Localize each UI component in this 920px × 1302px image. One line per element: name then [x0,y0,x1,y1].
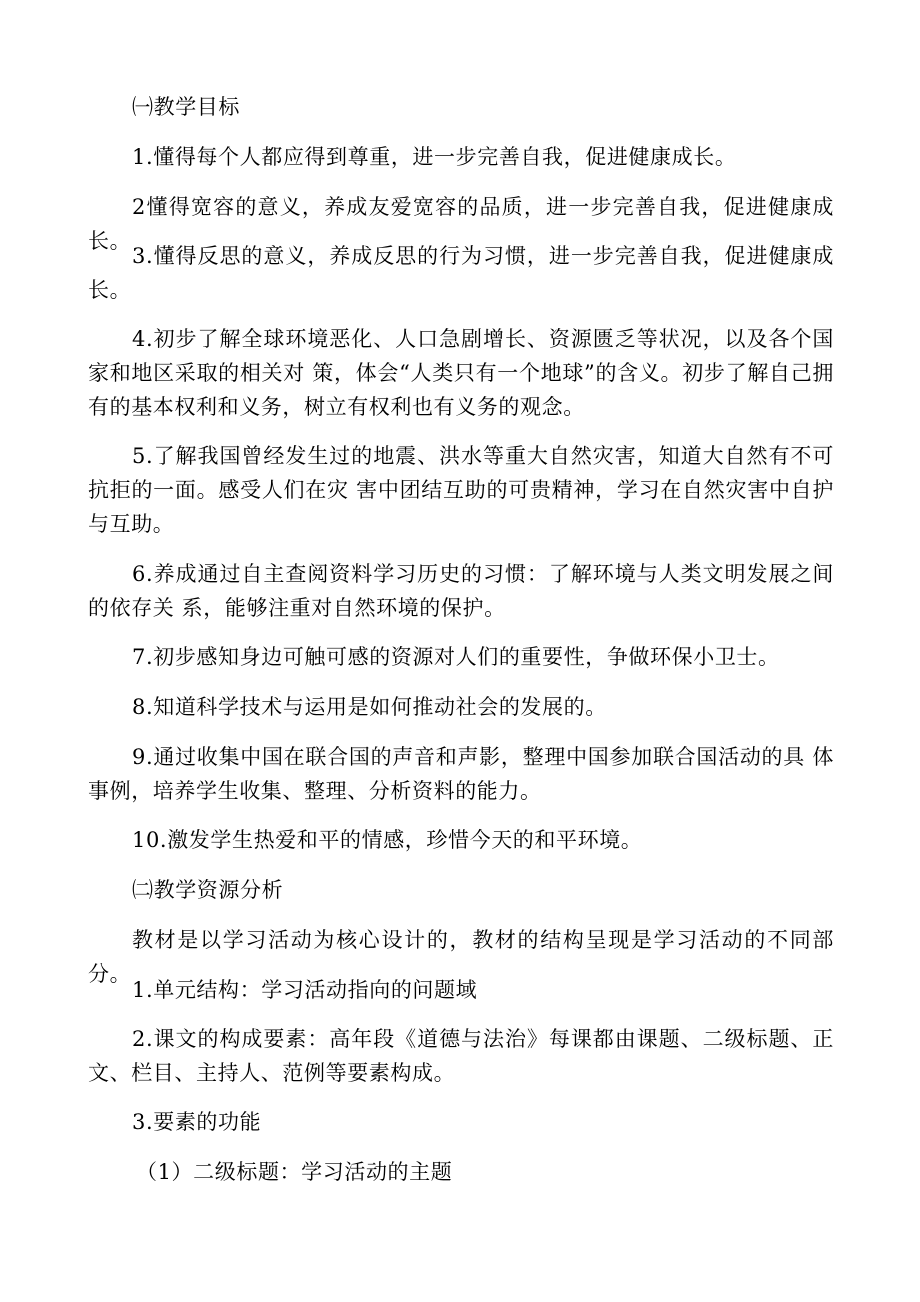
goal-item-5: 5.了解我国曾经发生过的地震、洪水等重大自然灾害，知道大自然有不可抗拒的一面。感受人们在灾 害中团结互助的可贵精神，学习在自然灾害中自护与互助。 [88,444,834,536]
resource-item-1: 1.单元结构：学习活动指向的问题域 [132,978,478,1002]
resource-intro: 教材是以学习活动为核心设计的，教材的结构呈现是学习活动的不同部分。 [88,928,834,986]
resource-subitem-1: （1）二级标题：学习活动的主题 [136,1160,453,1184]
goal-item-8: 8.知道科学技术与运用是如何推动社会的发展的。 [132,695,607,719]
goal-item-3: 3.懂得反思的意义，养成反思的行为习惯，进一步完善自我，促进健康成长。 [88,244,834,302]
heading-resource-analysis: ㈡教学资源分析 [132,878,284,902]
goal-item-4: 4.初步了解全球环境恶化、人口急剧增长、资源匮乏等状况，以及各个国家和地区采取的相关对 策，体会“人类只有一个地球”的含义。初步了解自己拥有的基本权利和义务，树立有权利也有义务的观念。 [88,327,834,419]
goal-item-6: 6.养成通过自主查阅资料学习历史的习惯：了解环境与人类文明发展之间的依存关 系，能够注重对自然环境的保护。 [88,562,834,620]
heading-teaching-goals: ㈠教学目标 [132,95,240,119]
goal-item-10: 10.激发学生热爱和平的情感，珍惜今天的和平环境。 [132,828,643,852]
goal-item-7: 7.初步感知身边可触可感的资源对人们的重要性，争做环保小卫士。 [132,645,780,669]
goal-item-9: 9.通过收集中国在联合国的声音和声影，整理中国参加联合国活动的具 体事例，培养学生收集、整理、分析资料的能力。 [88,745,834,803]
goal-item-2: 2懂得宽容的意义，养成友爱宽容的品质，进一步完善自我，促进健康成长。 [88,195,834,253]
resource-item-2: 2.课文的构成要素：高年段《道德与法治》每课都由课题、二级标题、正文、栏目、主持人、范例等要素构成。 [88,1027,834,1085]
resource-item-3: 3.要素的功能 [132,1110,262,1134]
goal-item-1: 1.懂得每个人都应得到尊重，进一步完善自我，促进健康成长。 [132,145,737,169]
